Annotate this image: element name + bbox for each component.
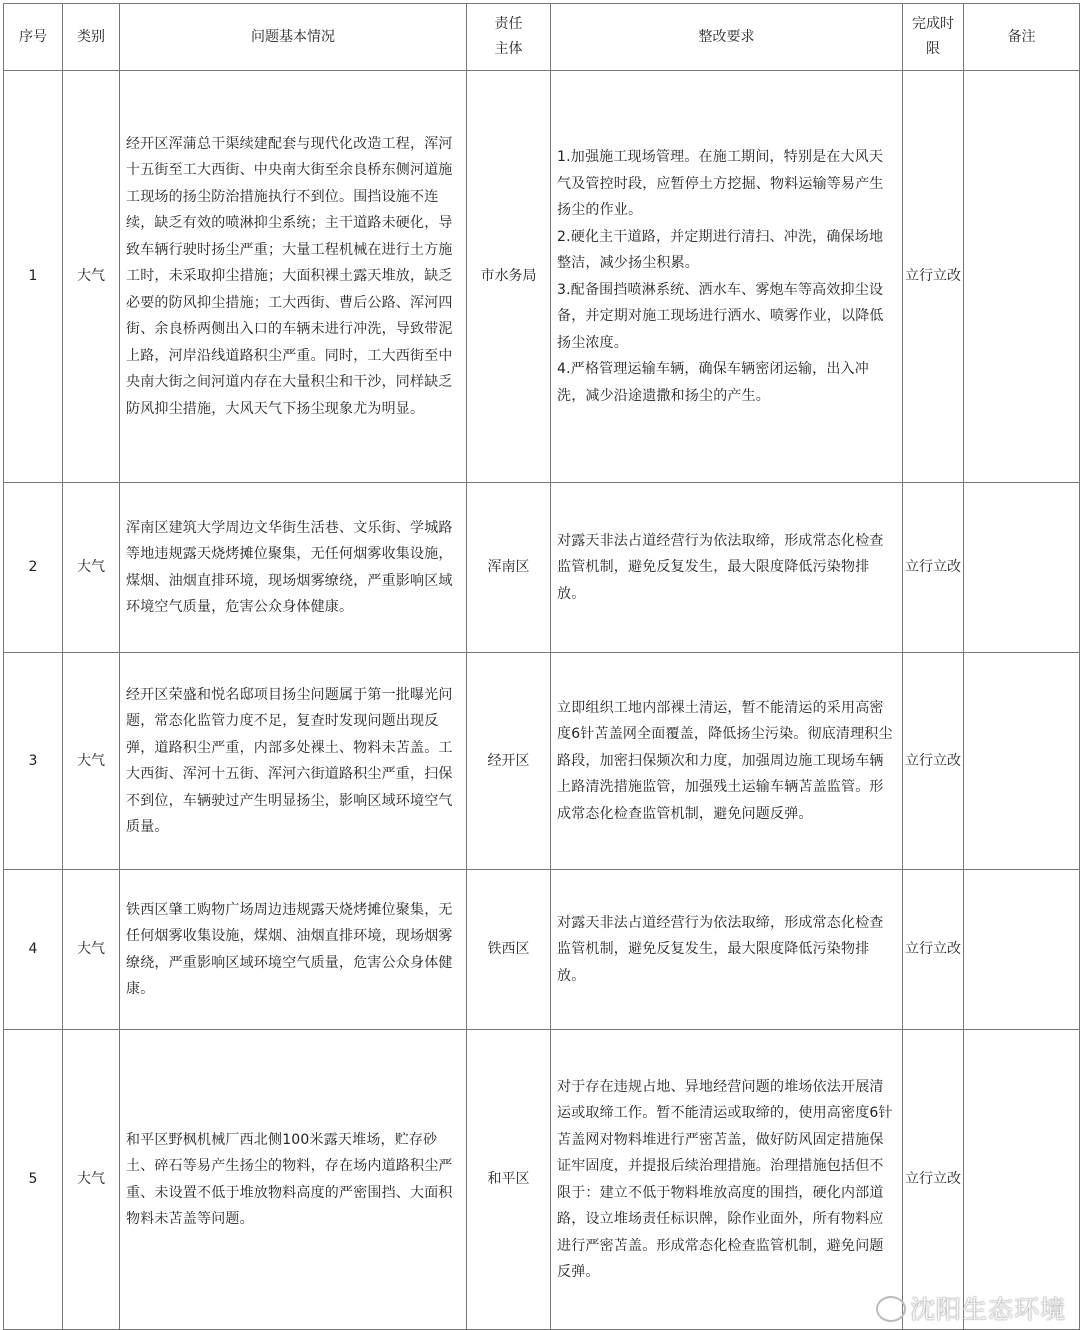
row-number: 1 [4,71,63,483]
row-situation: 浑南区建筑大学周边文华街生活巷、文乐街、学城路等地违规露天烧烤摊位聚集，无任何烟雾收集设施，煤烟、油烟直排环境，现场烟雾缭绕，严重影响区域环境空气质量，危害公众身体健康。 [120,483,467,653]
watermark [876,1290,1066,1326]
row-requirement: 1.加强施工现场管理。在施工期间，特别是在大风天气及管控时段，应暂停土方挖掘、物料运输等易产生扬尘的作业。 2.硬化主干道路，并定期进行清扫、冲洗，确保场地整洁，减少扬尘积累。 3.配备围挡喷淋系统、洒水车、雾炮车等高效抑尘设备，并定期对施工现场进行洒水、喷雾作业，以降低扬尘浓度。 4.严格管理运输车辆，确保车辆密闭运输，出入冲洗，减少沿途遗撒和扬尘的产生。 [551,71,903,483]
row-number: 3 [4,653,63,870]
row-subject: 和平区 [467,1030,551,1330]
row-number: 2 [4,483,63,653]
table-row [4,653,1080,870]
table-row [4,1030,1080,1330]
row-category: 大气 [63,1030,120,1330]
row-situation: 经开区浑蒲总干渠续建配套与现代化改造工程，浑河十五街至工大西街、中央南大街至余良桥东侧河道施工现场的扬尘防治措施执行不到位。围挡设施不连续，缺乏有效的喷淋抑尘系统；主干道路未硬化，导致车辆行驶时扬尘严重；大量工程机械在进行土方施工时，未采取抑尘措施；大面积裸土露天堆放，缺乏必要的防风抑尘措施；工大西街、曹后公路、浑河四街、余良桥两侧出入口的车辆未进行冲洗，导致带泥上路，河岸沿线道路积尘严重。同时，工大西街至中央南大街之间河道内存在大量积尘和干沙，同样缺乏防风抑尘措施，大风天气下扬尘现象尤为明显。 [120,71,467,483]
row-subject: 铁西区 [467,870,551,1030]
row-requirement: 对露天非法占道经营行为依法取缔，形成常态化检查监管机制，避免反复发生，最大限度降低污染物排放。 [551,870,903,1030]
row-deadline: 立行立改 [903,870,964,1030]
row-remark [964,71,1080,483]
header-no: 序号 [4,4,63,71]
row-requirement: 对于存在违规占地、异地经营问题的堆场依法开展清运或取缔工作。暂不能清运或取缔的，使用高密度6针苫盖网对物料堆进行严密苫盖，做好防风固定措施保证牢固度，并提报后续治理措施。治理措施包括但不限于：建立不低于物料堆放高度的围挡，硬化内部道路，设立堆场责任标识牌，除作业面外，所有物料应进行严密苫盖。形成常态化检查监管机制，避免问题反弹。 [551,1030,903,1330]
row-deadline: 立行立改 [903,483,964,653]
weibo-logo-icon [876,1296,906,1322]
table-row [4,483,1080,653]
table-row [4,870,1080,1030]
header-subject: 责任 主体 [467,4,551,71]
header-category: 类别 [63,4,120,71]
header-remark: 备注 [964,4,1080,71]
rectification-table [3,3,1080,1330]
row-situation: 和平区野枫机械厂西北侧100米露天堆场，贮存砂土、碎石等易产生扬尘的物料，存在场内道路积尘严重、未设置不低于堆放物料高度的严密围挡、大面积物料未苫盖等问题。 [120,1030,467,1330]
row-deadline: 立行立改 [903,653,964,870]
row-remark [964,653,1080,870]
row-number: 5 [4,1030,63,1330]
row-category: 大气 [63,483,120,653]
row-number: 4 [4,870,63,1030]
header-situation: 问题基本情况 [120,4,467,71]
row-deadline: 立行立改 [903,71,964,483]
row-remark [964,483,1080,653]
row-category: 大气 [63,870,120,1030]
row-remark [964,1030,1080,1330]
header-requirement: 整改要求 [551,4,903,71]
row-subject: 市水务局 [467,71,551,483]
row-situation: 铁西区肇工购物广场周边违规露天烧烤摊位聚集，无任何烟雾收集设施，煤烟、油烟直排环境，现场烟雾缭绕，严重影响区域环境空气质量，危害公众身体健康。 [120,870,467,1030]
row-situation: 经开区荣盛和悦名邸项目扬尘问题属于第一批曝光问题，常态化监管力度不足，复查时发现问题出现反弹，道路积尘严重，内部多处裸土、物料未苫盖。工大西街、浑河十五街、浑河六街道路积尘严重，扫保不到位，车辆驶过产生明显扬尘，影响区域环境空气质量。 [120,653,467,870]
header-deadline: 完成时 限 [903,4,964,71]
row-requirement: 对露天非法占道经营行为依法取缔，形成常态化检查监管机制，避免反复发生，最大限度降低污染物排放。 [551,483,903,653]
watermark-text: 沈阳生态环境 [909,1295,1066,1324]
header-row [4,4,1080,71]
row-deadline: 立行立改 [903,1030,964,1330]
row-subject: 经开区 [467,653,551,870]
row-category: 大气 [63,71,120,483]
table-row [4,71,1080,483]
row-category: 大气 [63,653,120,870]
row-remark [964,870,1080,1030]
row-subject: 浑南区 [467,483,551,653]
row-requirement: 立即组织工地内部裸土清运，暂不能清运的采用高密度6针苫盖网全面覆盖，降低扬尘污染。彻底清理积尘路段，加密扫保频次和力度，加强周边施工现场车辆上路清洗措施监管，加强残土运输车辆苫盖监管。形成常态化检查监管机制，避免问题反弹。 [551,653,903,870]
